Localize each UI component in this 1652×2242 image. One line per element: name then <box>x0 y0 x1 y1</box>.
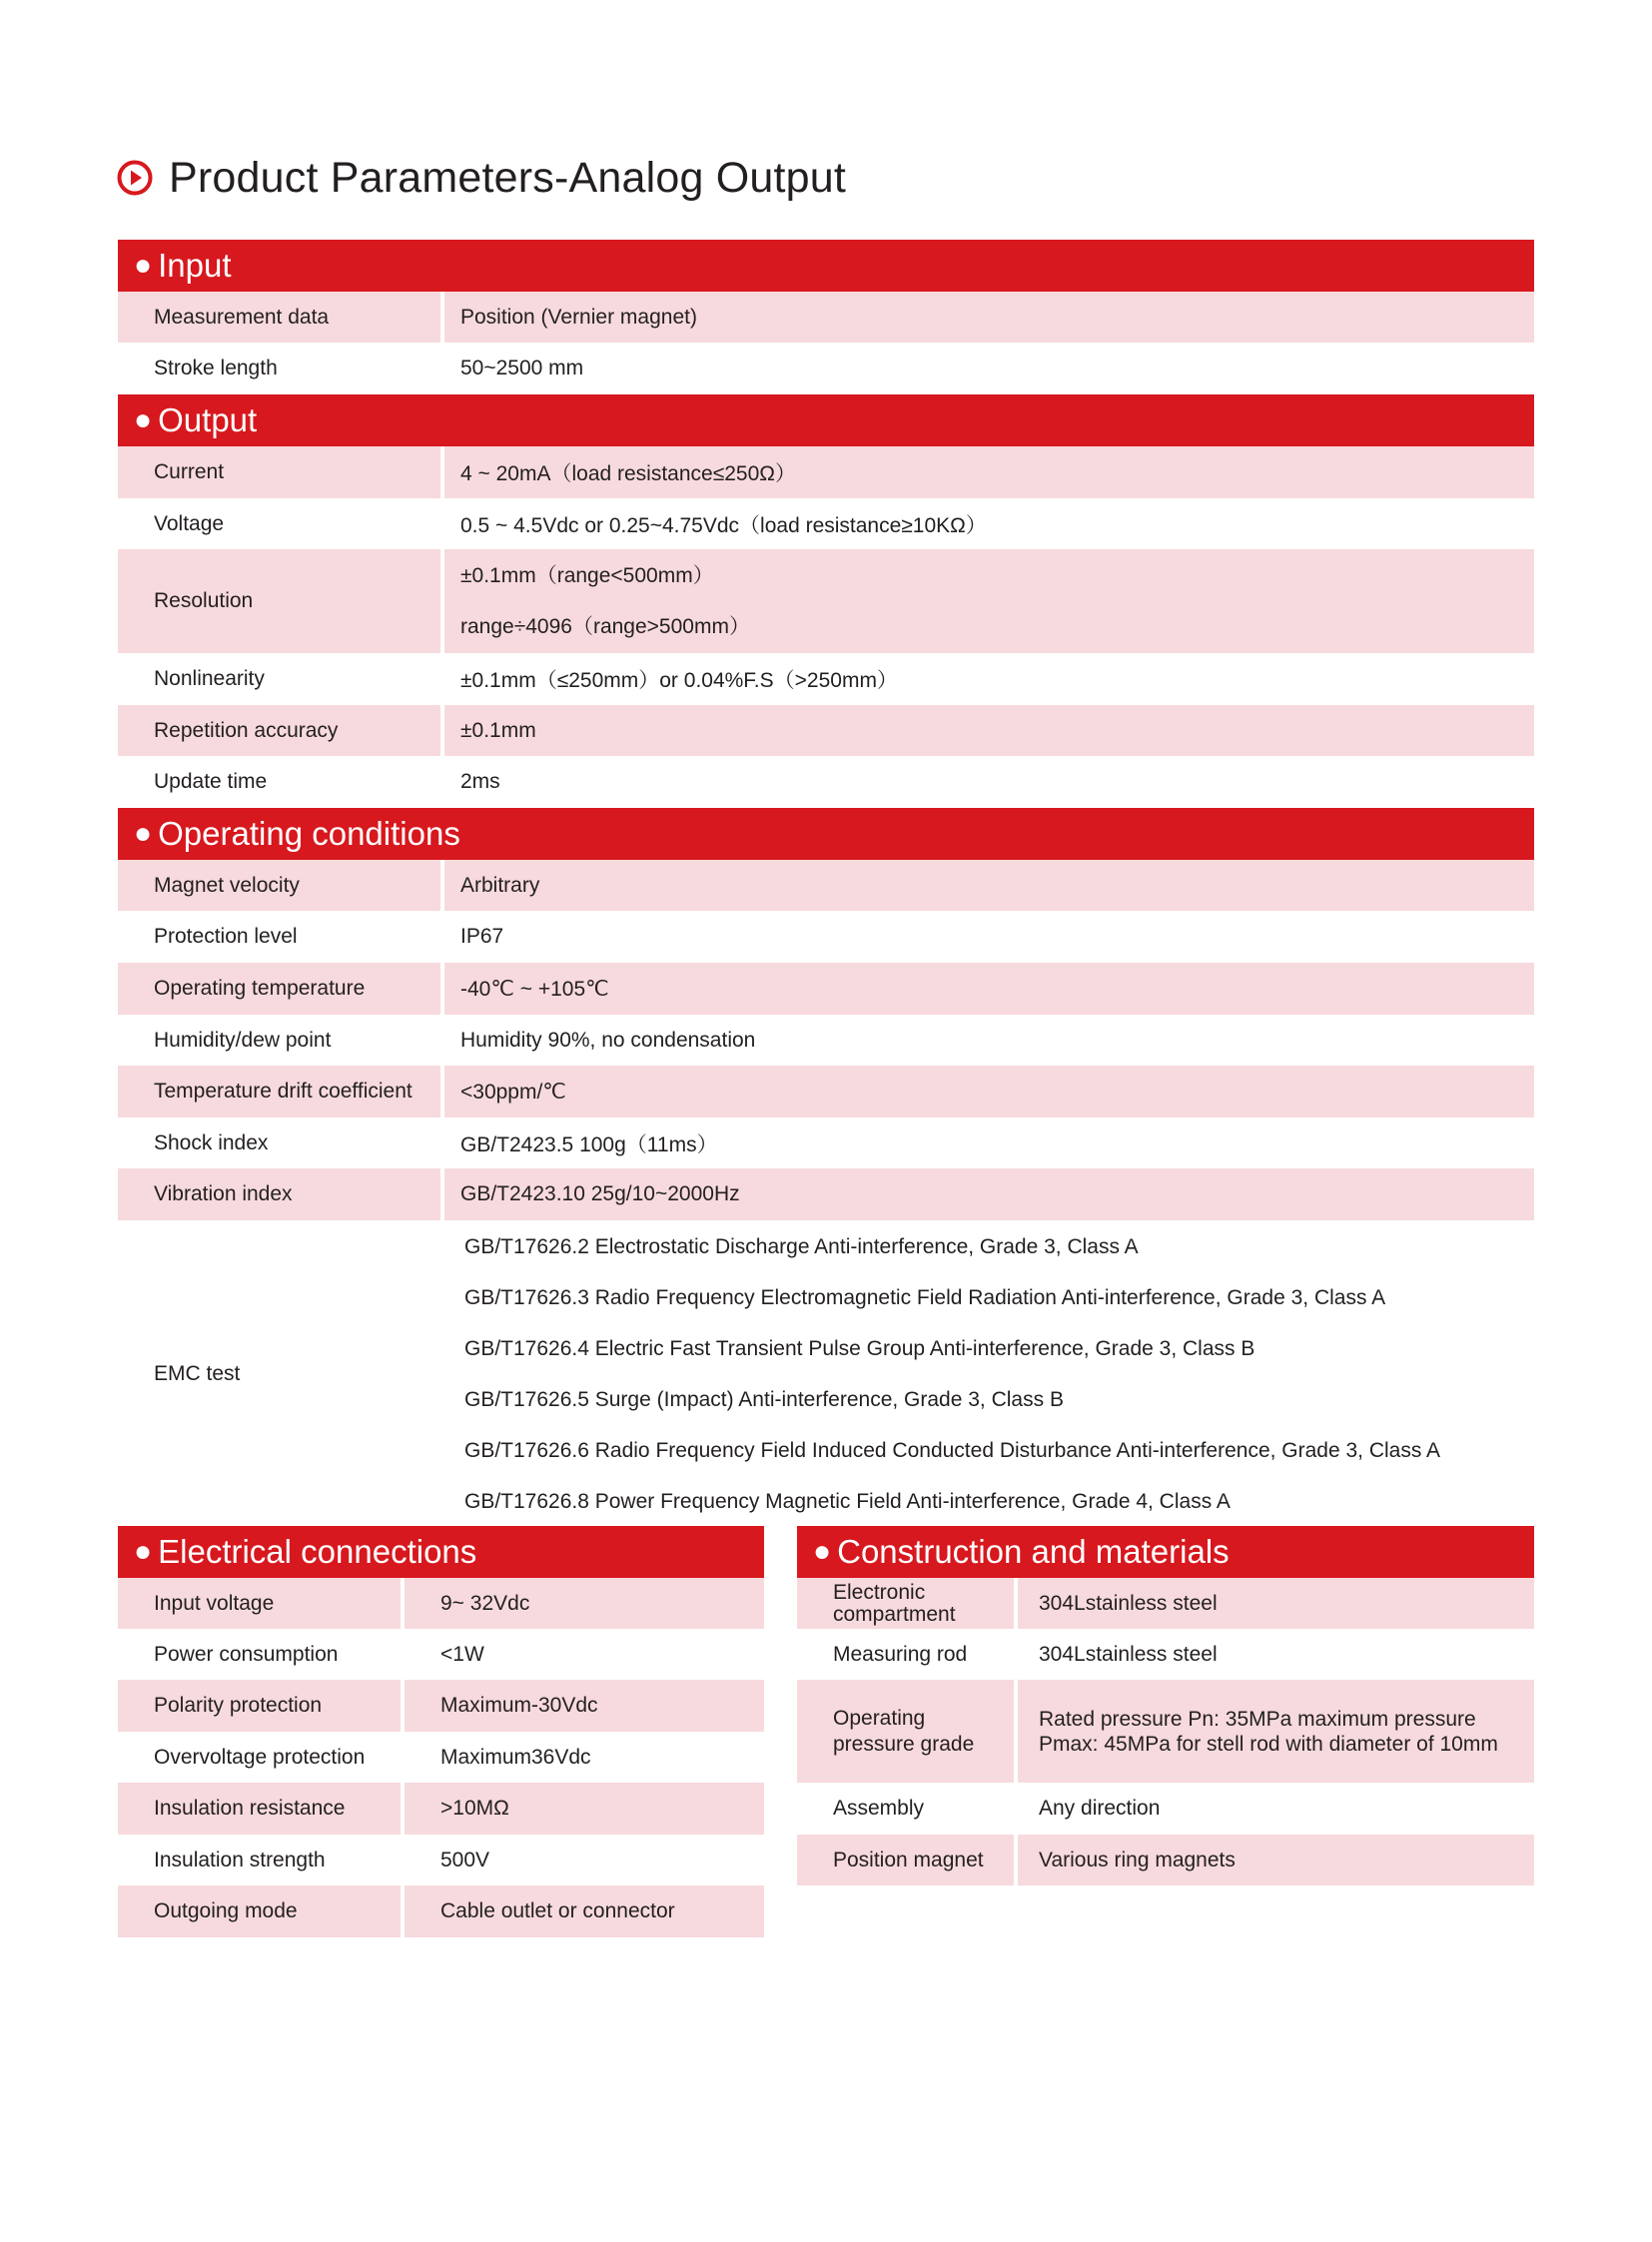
row-label: Shock index <box>154 1130 269 1154</box>
row-label: Voltage <box>154 511 225 535</box>
table-row <box>118 653 1534 705</box>
row-label: EMC test <box>154 1362 241 1385</box>
row-value: IP67 <box>460 925 504 948</box>
value-line: ±0.1mm（range<500mm） <box>460 564 714 587</box>
value-line: Pmax: 45MPa for stell rod with diameter of 10mm <box>1039 1732 1498 1756</box>
table-row <box>118 549 1534 653</box>
section-title: Input <box>158 247 232 284</box>
section-header-input <box>118 240 1534 292</box>
table-row <box>118 1066 1534 1118</box>
value-line: GB/T17626.8 Power Frequency Magnetic Field Anti-interference, Grade 4, Class A <box>464 1490 1231 1513</box>
label-line: compartment <box>833 1602 956 1626</box>
row-value: 304Lstainless steel <box>1039 1642 1218 1666</box>
row-value: 4 ~ 20mA（load resistance≤250Ω） <box>444 446 1534 498</box>
table-row <box>118 705 1534 756</box>
table-row <box>118 343 1534 393</box>
section-title: Construction and materials <box>837 1533 1230 1570</box>
table-row <box>118 1885 764 1937</box>
row-value: Maximum36Vdc <box>440 1745 591 1769</box>
row-label: Vibration index <box>118 1168 440 1220</box>
page-title-container <box>117 150 846 206</box>
bullet-icon: ● <box>134 249 153 282</box>
row-label: Stroke length <box>154 356 278 379</box>
row-label: Current <box>118 446 440 498</box>
table-row <box>118 292 1534 343</box>
table-row <box>797 1629 1534 1680</box>
row-value: Various ring magnets <box>1018 1835 1534 1885</box>
table-row <box>118 1168 1534 1220</box>
bullet-icon: ● <box>134 403 153 436</box>
table-row <box>118 1118 1534 1168</box>
table-row <box>118 963 1534 1015</box>
row-label: Insulation resistance <box>118 1783 401 1835</box>
row-value: >10MΩ <box>405 1783 764 1835</box>
table-row <box>118 1680 764 1732</box>
row-value: <1W <box>440 1642 484 1666</box>
row-label: Operating temperature <box>118 963 440 1015</box>
bullet-icon: ● <box>813 1535 832 1568</box>
table-row <box>118 1783 764 1835</box>
value-line: GB/T17626.6 Radio Frequency Field Induced Conducted Disturbance Anti-interference, Grade 3, Class A <box>464 1439 1441 1462</box>
table-row <box>118 1578 764 1629</box>
value-line: GB/T17626.4 Electric Fast Transient Pulse Group Anti-interference, Grade 3, Class B <box>464 1337 1255 1360</box>
row-label: Insulation strength <box>154 1848 326 1871</box>
section-title: Output <box>158 401 258 438</box>
row-label: Outgoing mode <box>118 1885 401 1937</box>
value-line: range÷4096（range>500mm） <box>460 615 750 638</box>
value-line: GB/T17626.5 Surge (Impact) Anti-interference, Grade 3, Class B <box>464 1388 1064 1411</box>
row-label: Polarity protection <box>118 1680 401 1732</box>
row-value: Position (Vernier magnet) <box>444 292 1534 343</box>
value-line: GB/T17626.2 Electrostatic Discharge Anti-interference, Grade 3, Class A <box>464 1235 1139 1258</box>
table-row <box>118 1732 764 1783</box>
row-label: Nonlinearity <box>154 667 265 690</box>
table-row <box>118 1015 1534 1066</box>
section-title: Electrical connections <box>158 1533 477 1570</box>
value-line: GB/T17626.3 Radio Frequency Electromagnetic Field Radiation Anti-interference, Grade 3, Class A <box>464 1286 1386 1309</box>
row-label: Protection level <box>154 925 298 948</box>
label-line: Operating <box>833 1706 926 1730</box>
row-value: GB/T2423.10 25g/10~2000Hz <box>444 1168 1534 1220</box>
section-header-construction <box>797 1526 1534 1578</box>
row-label: Update time <box>154 769 268 793</box>
bullet-icon: ● <box>134 1535 153 1568</box>
row-value: Cable outlet or connector <box>405 1885 764 1937</box>
row-value: <30ppm/℃ <box>444 1066 1534 1118</box>
row-label: Magnet velocity <box>118 860 440 911</box>
row-value: -40℃ ~ +105℃ <box>444 963 1534 1015</box>
row-label: Resolution <box>118 549 440 653</box>
table-row <box>118 1629 764 1680</box>
row-value: ±0.1mm <box>444 705 1534 756</box>
row-value: 50~2500 mm <box>460 356 584 379</box>
row-value: 0.5 ~ 4.5Vdc or 0.25~4.75Vdc（load resistance≥10KΩ） <box>460 513 987 537</box>
row-label: Assembly <box>833 1797 925 1820</box>
row-label: Humidity/dew point <box>154 1028 332 1052</box>
row-label: Repetition accuracy <box>118 705 440 756</box>
row-value <box>1018 1680 1534 1783</box>
page-title: Product Parameters-Analog Output <box>169 153 847 202</box>
row-value: Maximum-30Vdc <box>405 1680 764 1732</box>
row-value: Humidity 90%, no condensation <box>460 1028 756 1052</box>
label-line: Electronic <box>833 1580 926 1604</box>
row-label: Overvoltage protection <box>154 1745 366 1769</box>
bullet-icon: ● <box>134 817 153 850</box>
row-value: 9~ 32Vdc <box>405 1578 764 1629</box>
table-row <box>118 756 1534 807</box>
table-row <box>118 1835 764 1885</box>
section-header-electrical <box>118 1526 764 1578</box>
table-row <box>797 1680 1534 1783</box>
row-value <box>444 1220 1534 1528</box>
row-value: ±0.1mm（≤250mm）or 0.04%F.S（>250mm） <box>460 669 898 692</box>
row-label: Power consumption <box>154 1642 339 1666</box>
row-label: Position magnet <box>797 1835 1014 1885</box>
table-row <box>797 1783 1534 1835</box>
row-label: Measuring rod <box>833 1642 968 1666</box>
row-value: Arbitrary <box>444 860 1534 911</box>
label-line: pressure grade <box>833 1732 975 1756</box>
table-row <box>118 446 1534 498</box>
row-value: 304Lstainless steel <box>1018 1578 1534 1629</box>
row-value <box>444 549 1534 653</box>
table-row <box>118 911 1534 963</box>
row-value: 500V <box>440 1848 490 1871</box>
row-label: Measurement data <box>118 292 440 343</box>
table-row <box>118 498 1534 549</box>
play-circle-icon <box>117 160 153 196</box>
value-line: Rated pressure Pn: 35MPa maximum pressure <box>1039 1707 1476 1731</box>
section-header-output <box>118 394 1534 446</box>
section-header-operating <box>118 808 1534 860</box>
row-label: Temperature drift coefficient <box>118 1066 440 1118</box>
table-row <box>118 860 1534 911</box>
row-value: Any direction <box>1039 1797 1161 1820</box>
section-title: Operating conditions <box>158 815 460 852</box>
row-value: GB/T2423.5 100g（11ms） <box>460 1132 718 1156</box>
table-row <box>118 1220 1534 1528</box>
row-label <box>797 1578 1014 1629</box>
row-label <box>797 1680 1014 1783</box>
table-row <box>797 1835 1534 1885</box>
table-row <box>797 1578 1534 1629</box>
row-label: Input voltage <box>118 1578 401 1629</box>
row-value: 2ms <box>460 769 500 793</box>
